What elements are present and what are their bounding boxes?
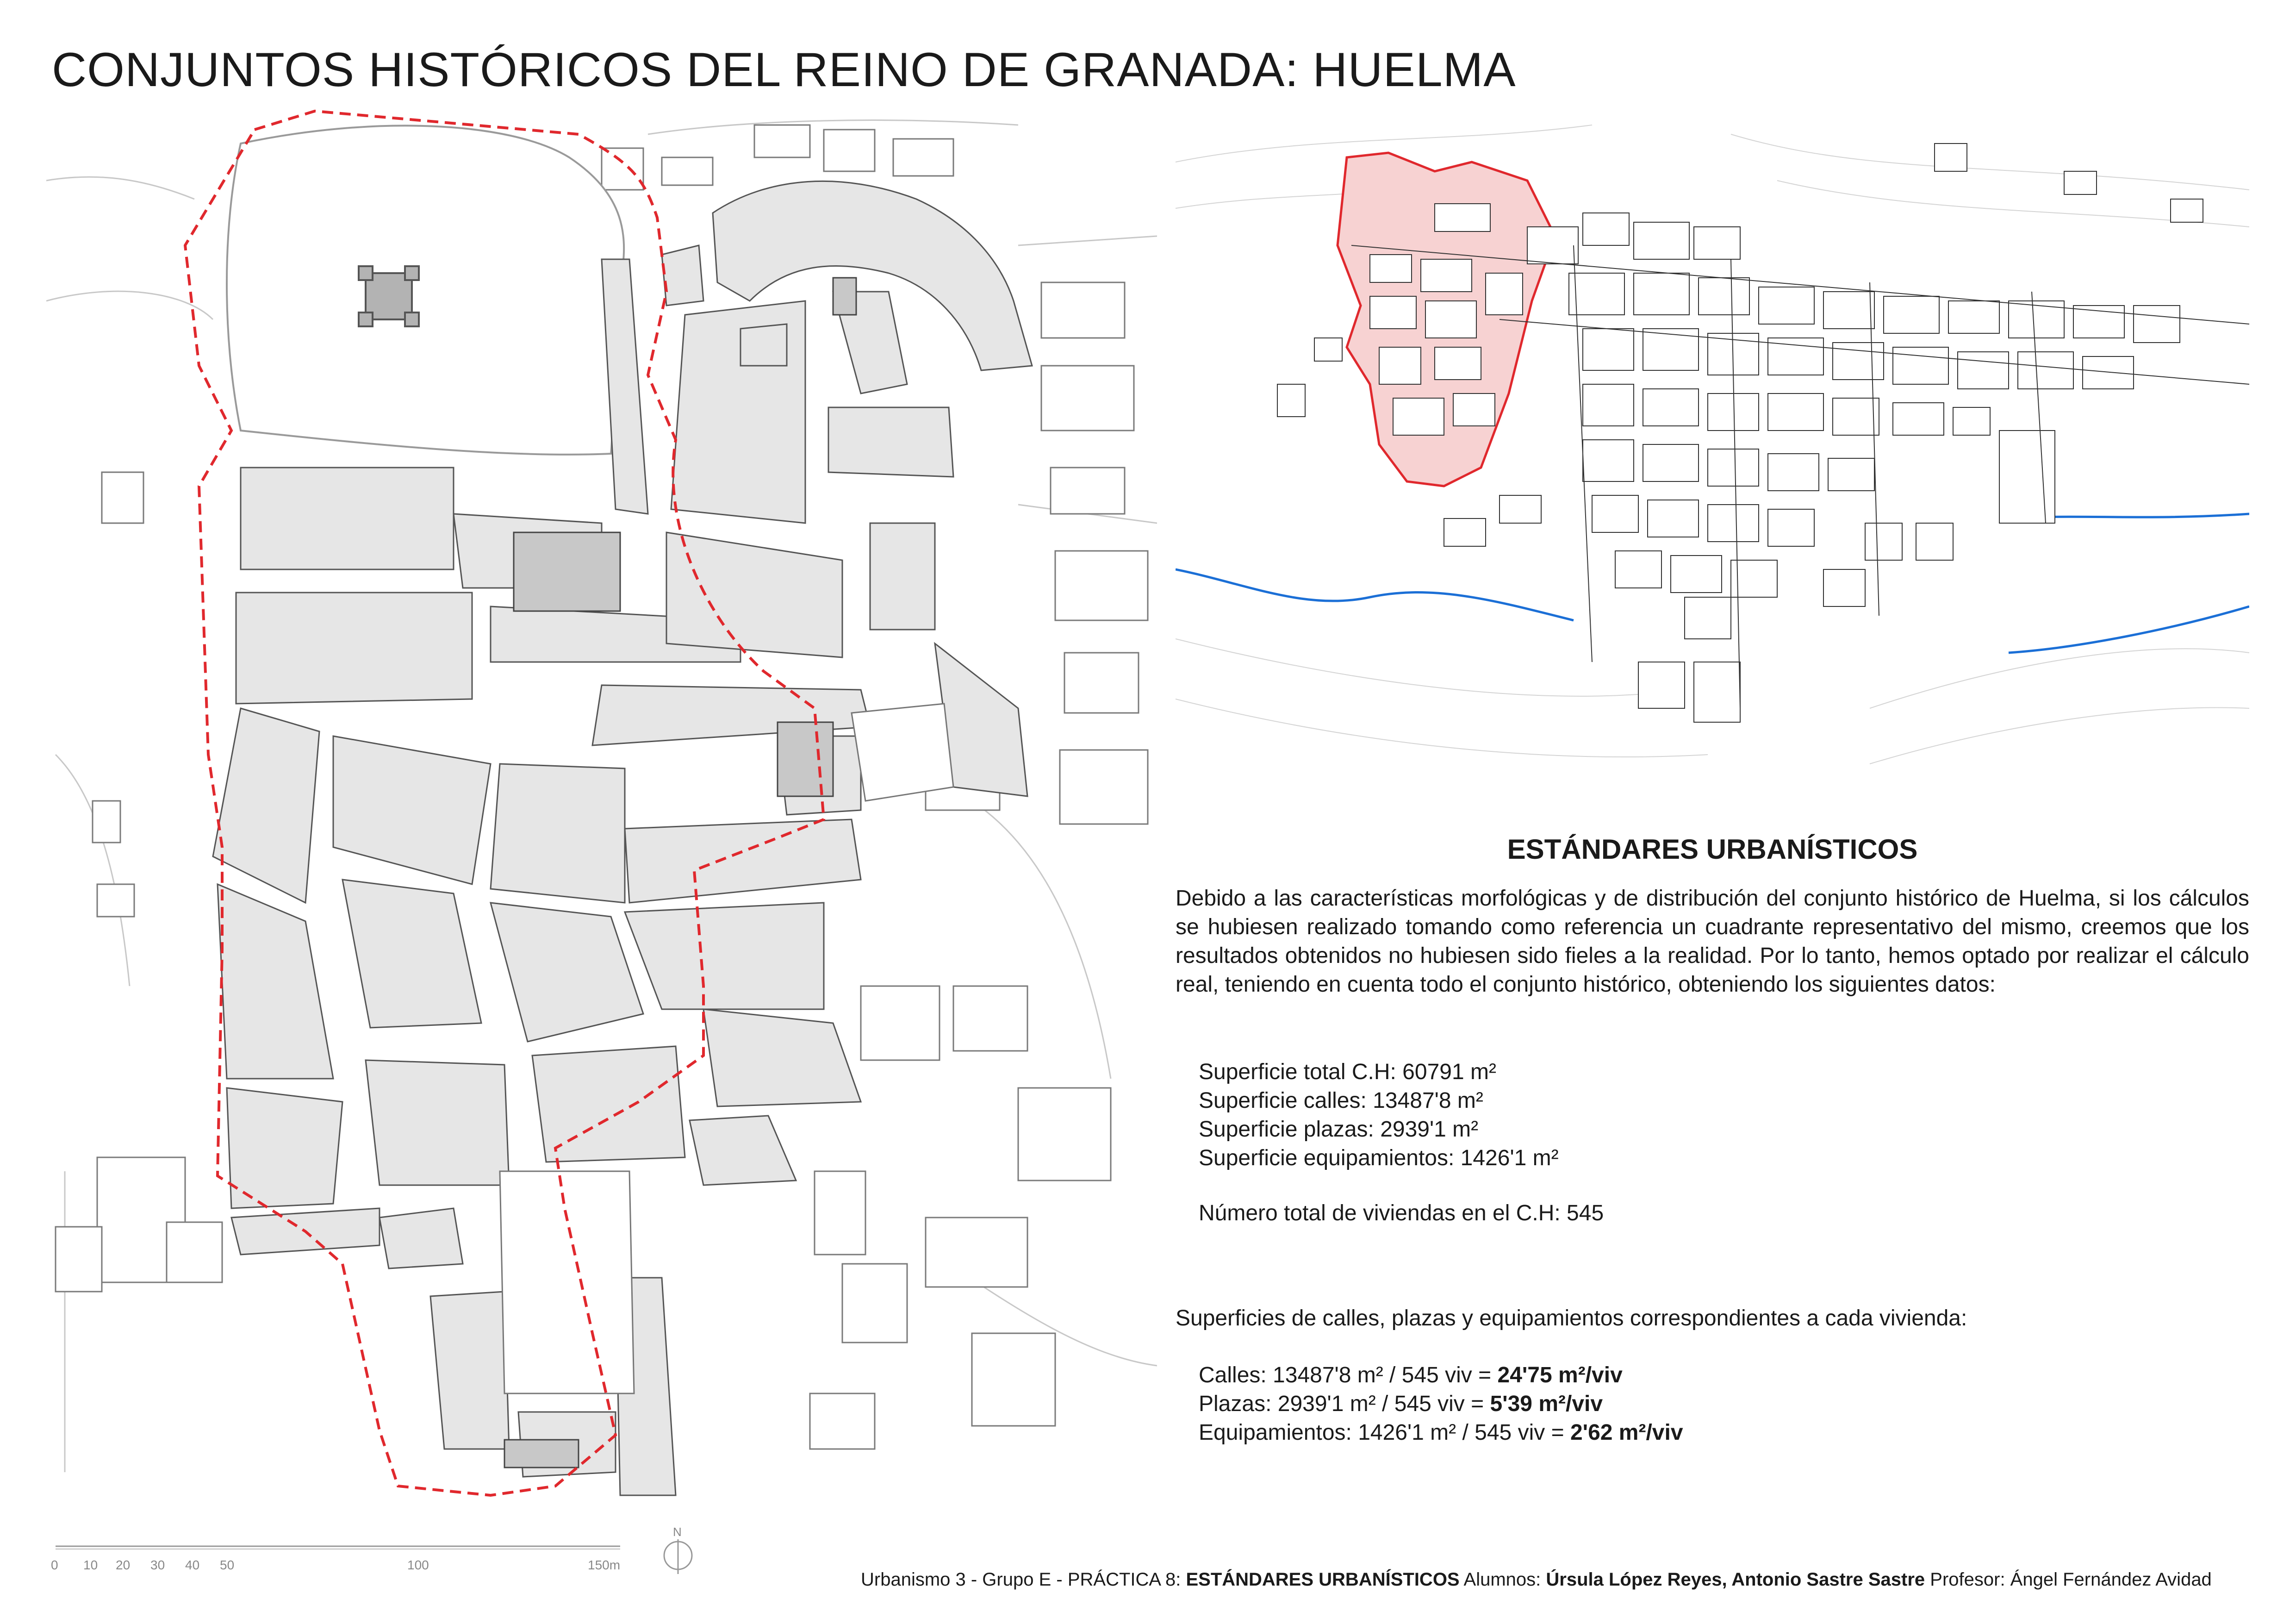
north-arrow-icon: [664, 1528, 692, 1574]
scale-tick-20: 20: [116, 1558, 131, 1572]
footer-credits: Urbanismo 3 - Grupo E - PRÁCTICA 8: ESTÁNDARES URBANÍSTICOS Alumnos: Úrsula López Reyes, Antonio Sastre Sastre Profesor: Ángel Fernández Avidad: [861, 1569, 2212, 1590]
footer-students: Úrsula López Reyes, Antonio Sastre Sastre: [1546, 1569, 1925, 1590]
footer-practice: ESTÁNDARES URBANÍSTICOS: [1186, 1569, 1460, 1590]
per-dwelling-label: Superficies de calles, plazas y equipamientos correspondientes a cada vivienda:: [1176, 1306, 1967, 1330]
scale-tick-50: 50: [220, 1558, 235, 1572]
per-dwelling-results: [1199, 1361, 1683, 1447]
surface-stats: [1199, 1058, 1559, 1173]
section-heading: ESTÁNDARES URBANÍSTICOS: [1507, 834, 1918, 865]
page-title: CONJUNTOS HISTÓRICOS DEL REINO DE GRANADA: HUELMA: [52, 43, 1516, 97]
historic-center-map: [46, 106, 1157, 1509]
stat-plazas-surface: Superficie plazas: 2939'1 m²: [1199, 1117, 1479, 1142]
per-dwelling-plazas: Plazas: 2939'1 m² / 545 viv = 5'39 m²/viv: [1199, 1392, 1603, 1416]
housing-total: Número total de viviendas en el C.H: 545: [1199, 1201, 1604, 1225]
scale-tick-40: 40: [185, 1558, 200, 1572]
scale-tick-0: 0: [51, 1558, 58, 1572]
castle: [359, 266, 419, 326]
intro-paragraph: Debido a las características morfológicas y de distribución del conjunto histórico de Huelma, si los cálculos se hubiesen realizado tomando como referencia un cuadrante representativo del mismo, creemos que los resultados obtenidos no hubiesen sido fieles a la realidad. Por lo tanto, hemos optado por realizar el cálculo real, teniendo en cuenta todo el conjunto histórico, obteniendo los siguientes datos:: [1176, 886, 2249, 997]
stat-equipment-surface: Superficie equipamientos: 1426'1 m²: [1199, 1146, 1559, 1170]
scale-tick-100: 100: [407, 1558, 429, 1572]
per-dwelling-streets-result: 24'75 m²/viv: [1497, 1363, 1623, 1387]
scale-tick-30: 30: [150, 1558, 165, 1572]
per-dwelling-equipment-result: 2'62 m²/viv: [1570, 1420, 1683, 1445]
town-overview-map: [1176, 106, 2249, 819]
scale-tick-150m: 150m: [588, 1558, 621, 1572]
north-label: N: [673, 1528, 682, 1539]
stat-streets-surface: Superficie calles: 13487'8 m²: [1199, 1088, 1483, 1113]
per-dwelling-streets: Calles: 13487'8 m² / 545 viv = 24'75 m²/viv: [1199, 1363, 1623, 1387]
per-dwelling-plazas-result: 5'39 m²/viv: [1490, 1392, 1603, 1416]
stat-total-surface: Superficie total C.H: 60791 m²: [1199, 1060, 1496, 1084]
castle-plaza: [227, 125, 624, 455]
housing-count: [1199, 1199, 1604, 1228]
footer-professor: Profesor: Ángel Fernández Avidad: [1925, 1569, 2212, 1590]
per-dwelling-equipment: Equipamientos: 1426'1 m² / 545 viv = 2'62 m²/viv: [1199, 1420, 1683, 1445]
scale-bar: [51, 1528, 745, 1583]
scale-tick-10: 10: [83, 1558, 98, 1572]
